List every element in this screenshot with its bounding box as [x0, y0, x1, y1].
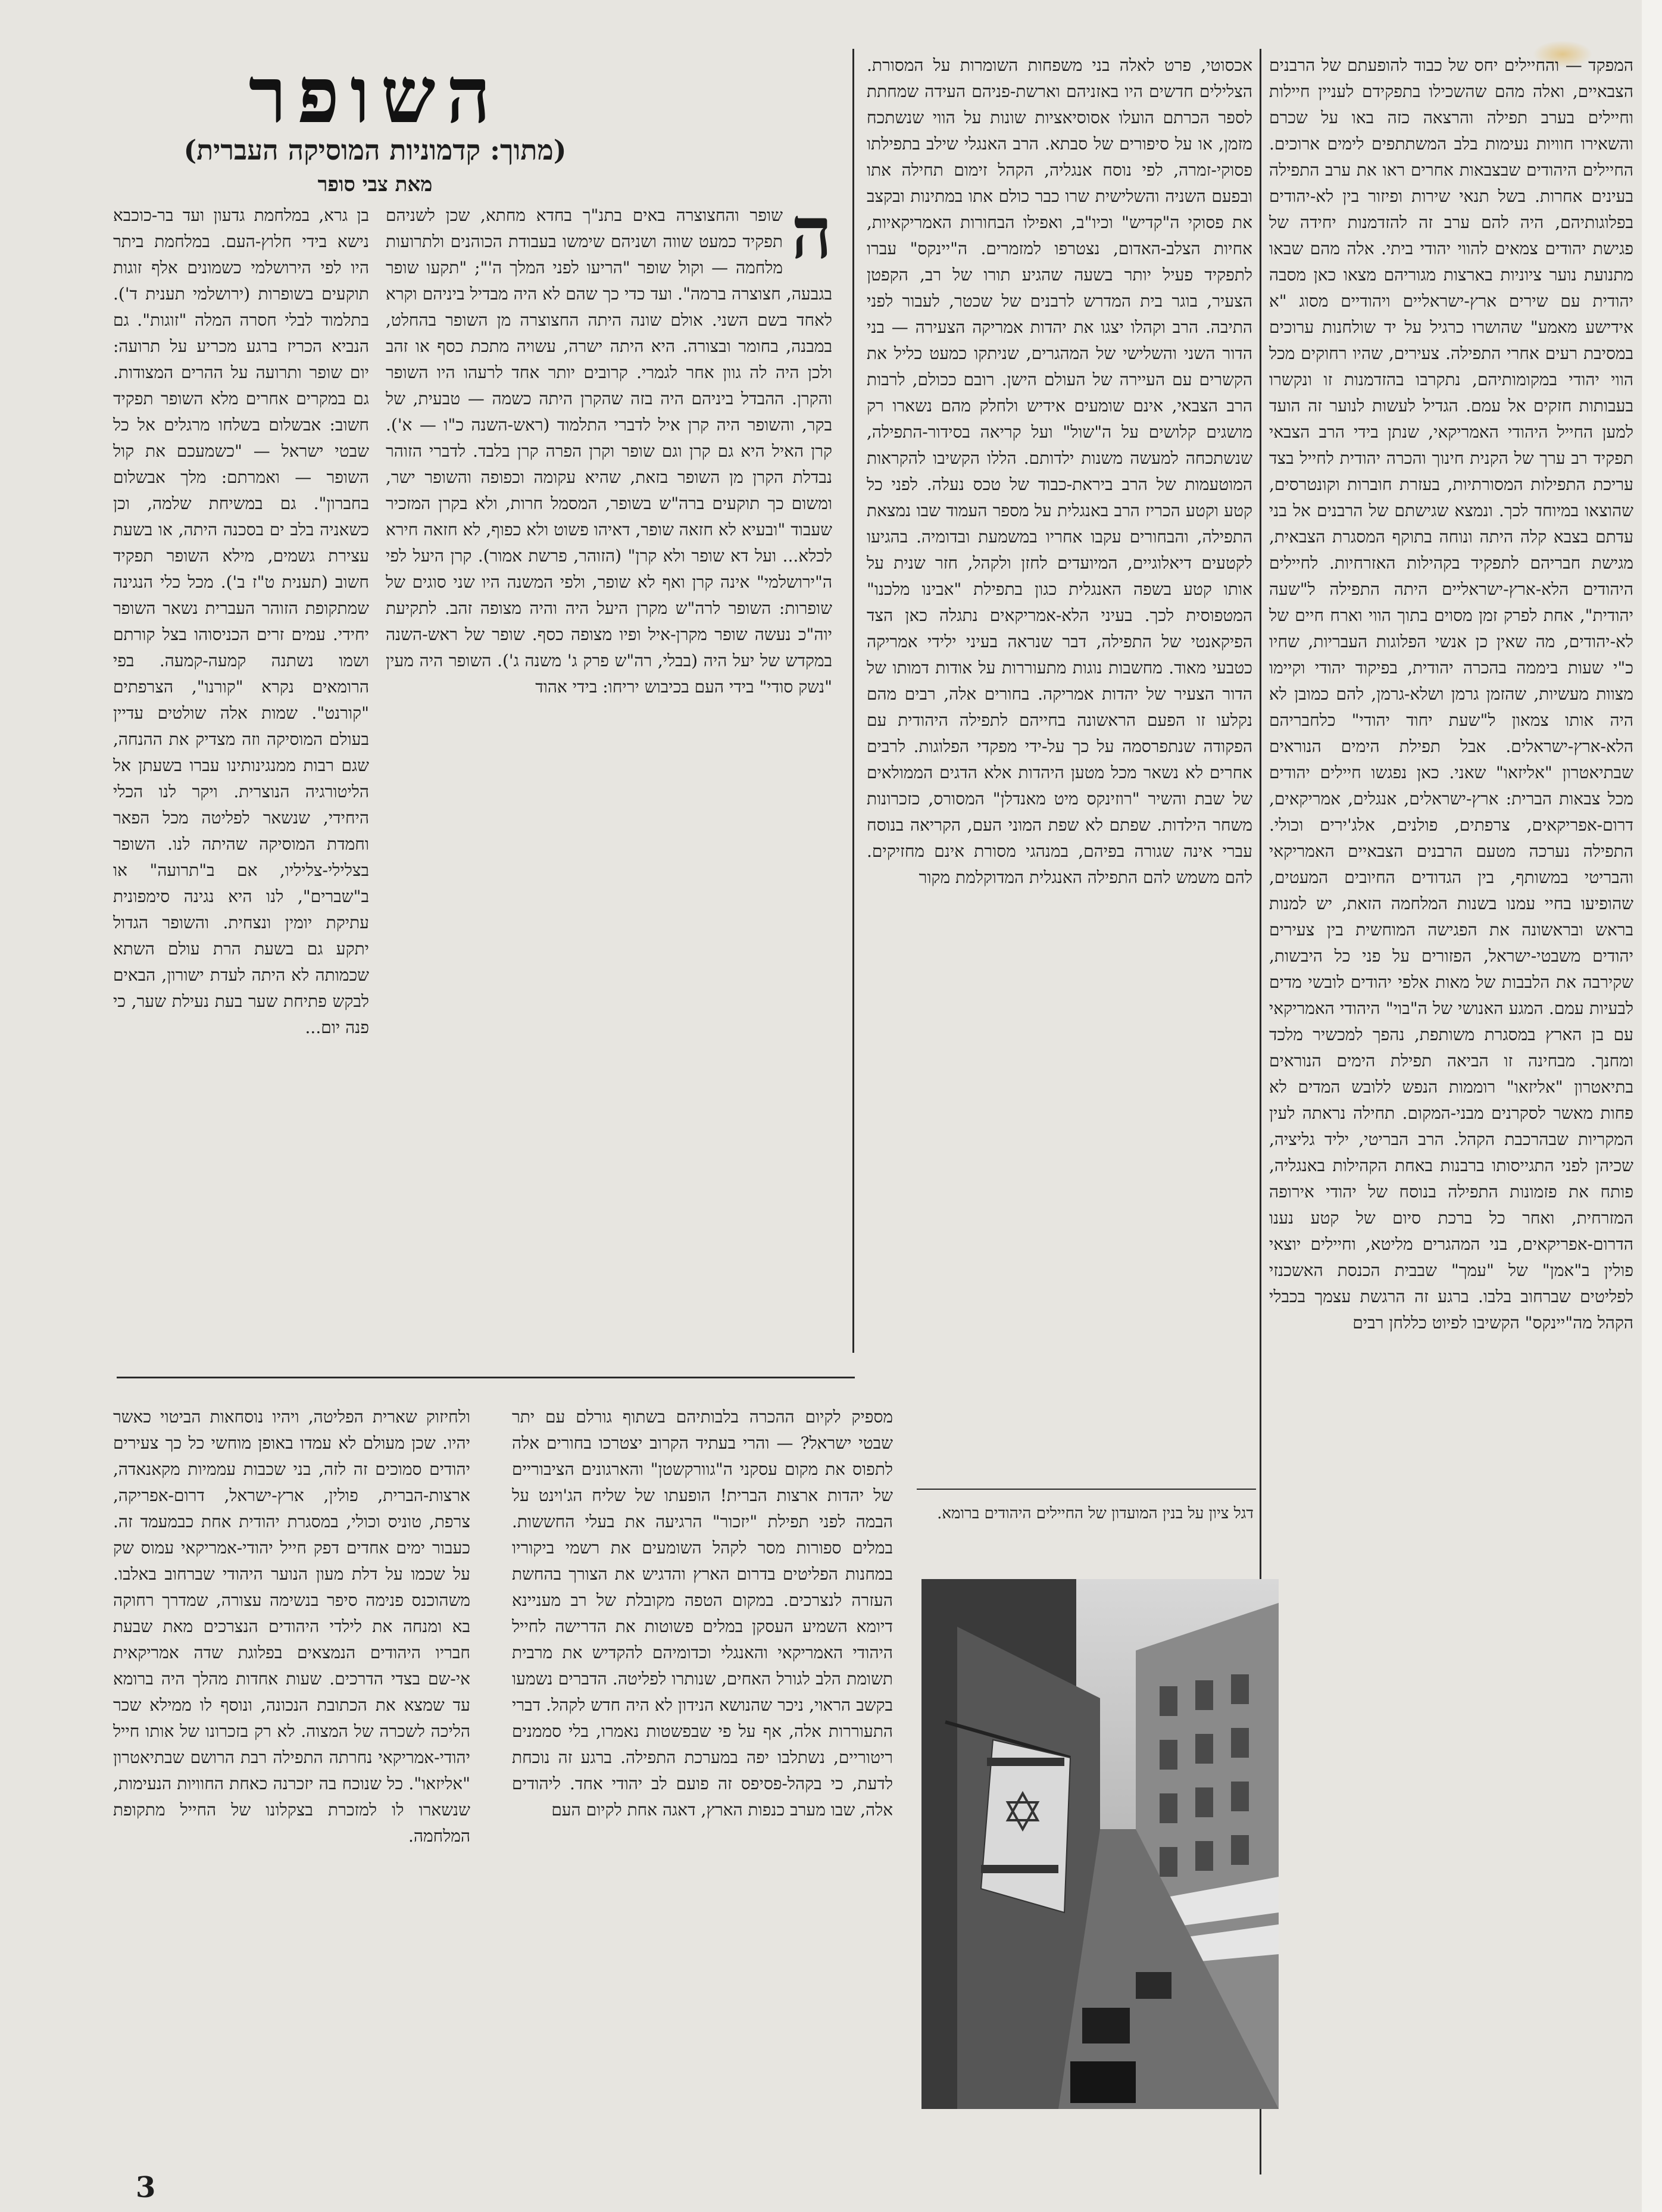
article-column-left — [113, 202, 369, 1352]
article-text: בן גרא, במלחמת גדעון ועד בר-כוכבא נישא בידי חלוץ-העם. במלחמת ביתר היו לפי הירושלמי כשמונים אלף זוגות תוקעים בשופרות (ירושלמי תענית ד'). בתלמוד לבלי חסרה המלה "זוגות". גם הנביא הכריז ברגע מכריע על תרועה: יום שופר ותרועה על ההרים המצודות. גם במקרים אחרים מלא השופר תפקיד חשוב: אבשלום בשלחו מרגלים אל כל שבטי ישראל — "כשמעכם את קול השופר — ואמרתם: מלך אבשלום בחברון". גם במשיחת שלמה, וכן כשאניה בלב ים בסכנה היתה, או בשעת עצירת גשמים, מילא השופר תפקיד חשוב (תענית ט"ז ב'). מכל כלי הנגינה שמתקופת הזוהר העברית נשאר השופר יחידי. עמים זרים הכניסוהו בצל קורתם ושמו נשתנה קמעה-קמעה. בפי הרומאים נקרא "קורנו", הצרפתים "קורנט". שמות אלה שולטים עדיין בעולם המוסיקה וזה מצדיק את ההנחה, שגם רבות ממנגינותינו עברו בשעתן אל הליטורגיה הנוצרית. ויקר לנו הכלי היחידי, שנשאר לפליטה מכל הפאר וחמדת המוסיקה שהיתה לנו. השופר בצלילי-צליליו, אם ב"תרועה" או ב"שברים", לנו היא נגינה סימפונית עתיקת יומין ונצחית. והשופר הגדול יתקע גם בשעת הרת עולם השתא שכמותה לא היתה לעדת ישורון, הבאים לבקש פתיחת שער בעת נעילת שער, כי פנה יום... — [113, 205, 369, 1037]
report-text: אכסוטי, פרט לאלה בני משפחות השומרות על המסורת. הצלילים חדשים היו באזניהם וארשת-פניהם העידה שמחתת לספר הכרתם הועלו אסוסיאציות שונות על הווי שנשתכח מזמן, או על סיפורים של סבתא. הרב האנגלי שילב בתפילתו פסוקי-זמרה, לפי נוסח אנגליה, הקהל זימום תחילה אתו ובפעם השניה והשלישית שרו כבר כולם אתו במתינות ובקצב את פסוקי ה"קדיש" וכיו"ב, ואפילו הבחורות האמריקאיות, אחיות הצלב-האדום, נצטרפו למזמרים. ה"יינקס" עברו לתפקיד פעיל יותר בשעה שהגיע תורו של רב, הקפטן הצעיר, בוגר בית המדרש לרבנים של שכטר, לעבור לפני התיבה. הרב וקהלו יצגו את יהדות אמריקה הצעירה — בני הדור השני והשלישי של המהגרים, שניתקו כמעט כליל את הקשרים עם העיירה של העולם הישן. רובם ככולם, לרבות הרב הצבאי, אינם שומעים אידיש ולחלק מהם נשארו רק מושגים קלושים על ה"שול" ועל קריאה בסידור-התפילה, שנשתכחה למעשה משנות ילדותם. הללו הקשיבו להקראות המוטעמות של הרב ביראת-כבוד של טכס נעלה. לפני כל קטע וקטע הכריז הרב באנגלית על מספר העמוד שבו נמצאת התפילה, והבחורים עקבו אחריו במשמעת ובדומיה. בהגיעו לקטעים דיאלוגיים, המיועדים לחזן ולקהל, חזר שנית על אותו קטע בשפה האנגלית כגון בתפילת "אבינו מלכנו" המטפוסית לכך. בעיני הלא-אמריקאים נתגלה כאן הצד הפיקאנטי של התפילה, דבר שנראה בעיני ילידי אמריקה כטבעי מאוד. מחשבות נוגות מתעוררות על אודות דמותו של הדור הצעיר של יהדות אמריקה. בחורים אלה, רבים מהם נקלעו זו הפעם הראשונה בחייהם לתפילה היהודית עם הפקודה שנתפרסמה על כך על-ידי מפקדי הפלוגות. לרבים אחרים לא נשאר מכל מטען היהדות אלא הדגים הממולאים של שבת והשיר "רוזינקס מיט מאנדלן" המסורס, כזכרונות משחר הילדות. שפתם לא שפת המוני העם, הקריאה בנוסח עברי אינה שגורה בפיהם, במנהגי מסורת אינם מחזיקים. להם משמש להם התפילה האנגלית המדוקלמת מקור — [867, 55, 1252, 887]
article-author: מאת צבי סופר — [317, 173, 433, 196]
report-column-bottom-left — [113, 1404, 470, 2172]
report-text: מספיק לקיום ההכרה בלבותיהם בשתוף גורלם עם יתר שבטי ישראל? — והרי בעתיד הקרוב יצטרכו בחורים אלה לתפוס את מקום עסקני ה"גוורקשטן" והארגונים הציבוריים של יהדות ארצות הברית! הופעתו של שליח הג'וינט על הבמה לפני תפילת "יזכור" הרגיעה את בעלי החששות. במלים ספורות מסר לקהל השומעים את רשמי ביקוריו במחנות הפליטים בדרום הארץ והדגיש את הצורך בהחשת העזרה לנצרכים. במקום הטפה מקובלת של רב מעניינא דיומא השמיע העסקן במלים פשוטות את הדרישה לחייל היהודי האמריקאי והאנגלי וכדומיהם להקדיש את מרבית תשומת הלב לגורל האחים, שנותרו לפליטה. הדברים נשמעו בקשב הראוי, ניכר שהנושא הנידון לא היה חדש לקהל. דברי התעוררות אלה, אף על פי שבפשטות נאמרו, בלי סממנים ריטוריים, נשתלבו יפה במערכת התפילה. ברגע זה נוכחת לדעת, כי בקהל-פסיפס זה פועם לב יהודי אחד. ליהודים אלה, שבו מערב כנפות הארץ, דאגה אחת לקיום העם — [512, 1407, 893, 1820]
section-rule — [117, 1377, 855, 1378]
article-column-right — [386, 202, 832, 1352]
drop-cap: ה — [791, 202, 832, 275]
article-text: שופר והחצוצרה באים בתנ"ך בחדא מחתא, שכן לשניהם תפקיד כמעט שווה ושניהם שימשו בעבודת הכוהנים ולתרועות מלחמה — וקול שופר "הריעו לפני המלך ה'"; "תקעו שופר בגבעה, חצוצרה ברמה". ועד כדי כך שהם לא היה מבדיל ביניהם וקרא לאחד בשם השני. אולם שונה היתה החצוצרה מן השופר בהחלט, במבנה, בחומר ובצורה. היא היתה ישרה, עשויה מתכת כסף או זהב ולכן היה לה גוון אחר לגמרי. קרובים יותר אחד לרעהו היו השופר והקרן. ההבדל ביניהם היה בזה שהקרן היתה כשמה — טבעית, של בקר, והשופר היה קרן איל לדברי התלמוד (ראש-השנה כ"ו — א'). קרן האיל היא גם קרן וגם שופר וקרן הפרה קרן בלבד. לדברי הזוהר נבדלת הקרן מן השופר בזאת, שהיא עקומה וכפופה והשופר ישר, ומשום כך תוקעים ברה"ש בשופר, המסמל חרות, ולא בקרן המזכיר שעבוד "ובעיא לא חזאה שופר, דאיהו פשוט ולא כפוף, לא חזאה חירא לכלא... ועל דא שופר ולא קרן" (הזוהר, פרשת אמור). קרן היעל לפי ה"ירושלמי" אינה קרן ואף לא שופר, ולפי המשנה היו שני סוגים של שופרות: השופר לרה"ש מקרן היעל היה והיה מצופה זהב. לתקיעת יוה"כ נעשה שופר מקרן-איל ופיו מצופה כסף. שופר של ראש-השנה במקדש של יעל היה (בבלי, רה"ש פרק ג' משנה ג'). השופר היה מעין "נשק סודי" בידי העם בכיבוש יריחו: בידי אהוד — [386, 205, 832, 697]
column-rule — [852, 49, 854, 1353]
street-photo — [921, 1579, 1279, 2109]
report-text: המפקד — והחיילים יחס של כבוד להופעתם של הרבנים הצבאיים, ואלה מהם שהשכילו בתפקידם לעניין חיילות וחיילים בערב תפילה והרצאה כזה באו על שכרם והשאירו חוויות נעימות בלב המשתתפים לימים ארוכים. החיילים היהודים שבצבאות אחרים ראו את ערב התפילה בעינים אחרות. בשל תנאי שירות ופיזור בין לא-יהודים בפלוגותיהם, היה להם ערב זה להזדמנות יחידה של פגישת יהודים צמאים להווי יהודי ביתי. אלה מהם שבאו מתנועת נוער ציוניות בארצות מגוריהם מצאו כאן מסבה יהודית עם שירים ארץ-ישראליים ויהודיים מסוג "א אידישע מאמע" שהושרו כרגיל על יד שולחנות ערוכים במסיבת רעים אחרי התפילה. צעירים, שהיו רחוקים מכל הווי יהודי במקומותיהם, נתקרבו בהזדמנות זו ונקשרו בעבותות חזקים אל עמם. הגדיל לעשות לנוער זה הועד למען החייל היהודי האמריקאי, שנתן בידי הרב הצבאי תפקיד רב ערך של הקנית חינוך והכרה יהודית לחייל בצד עריכת התפילות המסורתיות, בעזרת חוברות וקונטרסים, שהוצאו במיוחד לכך. ונמצא שגישתם של הרבנים אל בני עדתם בצבא קלה היתה ונוחה בתוקף המסגרת הצבאית, מגישת חבריהם לתפקיד בקהילות האזרחיות. לחיילים היהודים הלא-ארץ-ישראליים היתה התפילה ל"שעה יהודית", אחת לפרק זמן מסוים בתוך הווי וארח חיים של לא-יהודים, מה שאין כן אנשי הפלוגות העבריות, שחיו כ"י שעות ביממה בהכרה יהודית, בפיקוד יהודי וקיימו מצוות מעשיות, שהזמן גרמן ושלא-גרמן, להם כמובן לא היה אותו צמאון ל"שעת יחוד יהודי" כלחבריהם הלא-ארץ-ישראלים. אבל תפילת הימים הנוראים שבתיאטרון "אליזאו" שאני. כאן נפגשו חיילים יהודים מכל צבאות הברית: ארץ-ישראלים, אנגלים, אמריקאים, דרום-אפריקאים, צרפתים, פולנים, אלג'ירים וכולי. התפילה נערכה מטעם הרבנים הצבאיים האמריקאי והבריטי במשותף, בין הגדודים החיובים המעטים, שהופיעו בחיי עמנו בשנות המלחמה הזאת, יש למנות בראש ובראשונה את הפגישה המוחשית בין צעירים יהודים משבטי-ישראל, הפזורים על פני כל היבשות, שקירבה את הלבבות של מאות אלפי יהודים לובשי מדים לבעיות עמם. המגע האנושי של ה"בוי" היהודי האמריקאי עם בן הארץ במסגרת משותפת, נהפך למכשיר מלכד ומחנך. מבחינה זו הביאה תפילת הימים הנוראים בתיאטרון "אליזאו" רוממות הנפש ללובש המדים לא פחות מאשר לסקרנים מבני-המקום. תחילה נראתה לעין המקריות שבהרכבת הקהל. הרב הבריטי, יליד גליציה, שכיהן לפני התגייסותו ברבנות באחת הקהילות באנגליה, פותח את פזמונות התפילה בנוסח של יהודי אירופה המזרחית, ואחר כל ברכת סיום של קטע נענו הדרום-אפריקאים, בני המהגרים מליטא, וחיילים יוצאי פולין ב"אמן" של "עמך" שבבית הכנסת האשכנזי לפליטים שברחוב בלבו. ברגע זה הרגשת עצמך בכבלי הקהל מה"יינקס" הקשיבו לפיוט כללחן רבים — [1269, 55, 1633, 1333]
report-text: ולחיזוק שארית הפליטה, ויהיו נוסחאות הביטוי כאשר יהיו. שכן מעולם לא עמדו באופן מוחשי כל כך צעירים יהודים סמוכים זה לזה, בני שכבות עממיות מקאנאדה, ארצות-הברית, פולין, ארץ-ישראל, דרום-אפריקה, צרפת, טוניס וכולי, במסגרת יהודית אחת כבמעמד זה. כעבור ימים אחדים דפק חייל יהודי-אמריקאי עמוס שק על שכמו על דלת מעון הנוער היהודי שברחוב באלבו. משהוכנס פנימה סיפר בנשימה עצורה, שמדרך רחוקה בא ומנחה את לילדי היהודים הנצרכים מאת שבעת חבריו היהודים הנמצאים בפלוגת שדה אמריקאית אי-שם בצדי הדרכים. שעות אחדות מהלך היה ברומא עד שמצא את הכתובת הנכונה, ונוסף לו ממילא שכר הליכה לשכרה של המצוה. לא רק בזכרונו של אותו חייל יהודי-אמריקאי נחרתה התפילה רבת הרושם שבתיאטרון "אליזאו". כל שנוכח בה יזכרנה כאחת החוויות הנעימות, שנשארו לו למזכרת בצקלונו של החייל מתקופת המלחמה. — [113, 1407, 470, 1846]
report-column-bottom-middle — [512, 1404, 893, 2172]
report-column-middle — [867, 52, 1252, 1481]
page-edge — [1642, 0, 1662, 2212]
report-column-right — [1269, 52, 1633, 2172]
photo-caption: דגל ציון על בנין המועדון של החיילים היהודים ברומא. — [937, 1505, 1254, 1522]
street-photo-image — [921, 1579, 1279, 2109]
article-subtitle: (מתוך: קדמוניות המוסיקה העברית) — [183, 134, 567, 166]
caption-rule — [917, 1489, 1256, 1490]
article-title: השופר — [248, 49, 502, 141]
page-number: 3 — [136, 2171, 156, 2204]
